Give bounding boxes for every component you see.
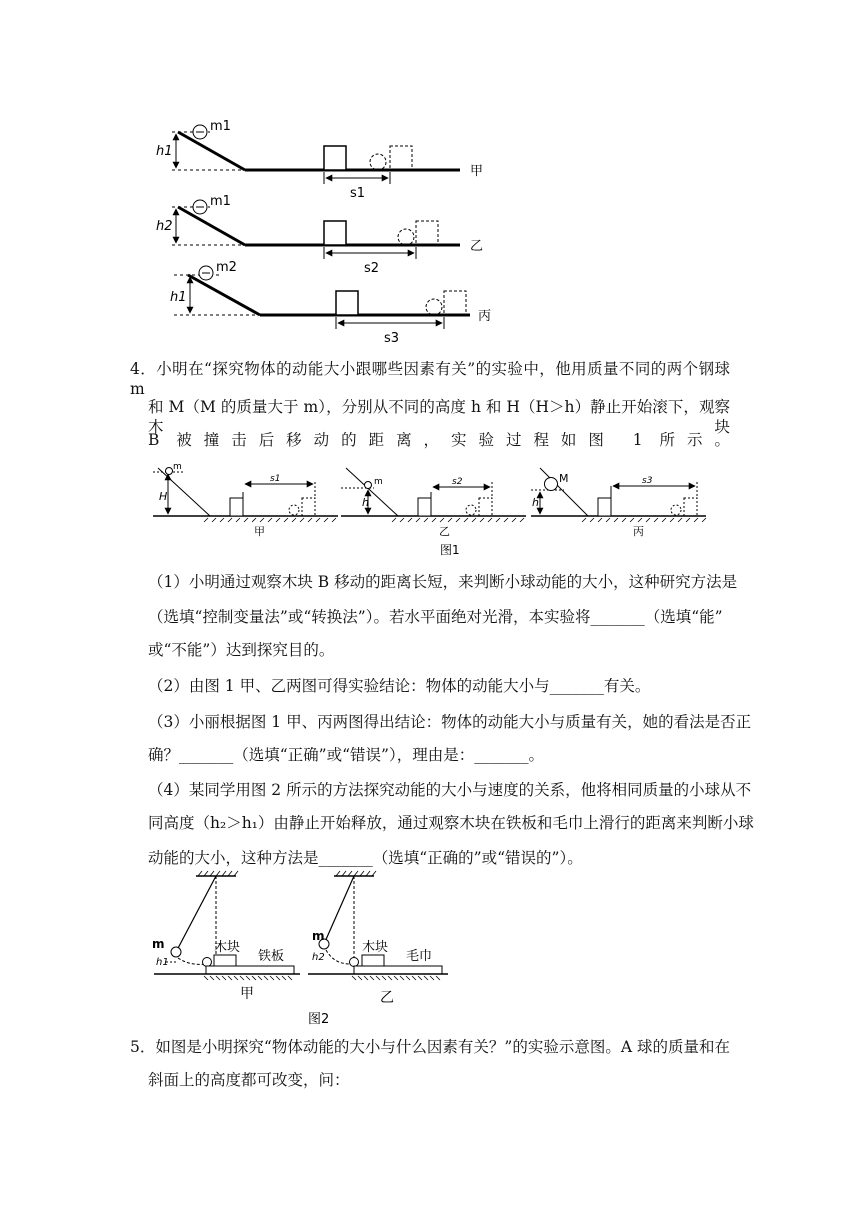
q4-part-2: （2）由图 1 甲、乙两图可得实验结论：物体的动能大小与_______有关。 [148,677,651,695]
ball [545,478,558,491]
mass-label: m2 [216,260,237,275]
fig2-panel-2 [308,871,448,1006]
height-label: h2 [312,952,325,963]
block-final [444,291,466,315]
ramp [178,132,245,170]
panel-tag: 丙 [633,525,644,538]
ball-final [370,154,386,170]
top-figure [150,112,510,346]
panel-tag: 甲 [240,986,254,1002]
surface-label: 毛巾 [406,949,433,964]
fig1-panel-3 [531,468,706,538]
q4-part-1-line-1: （1）小明通过观察木块 B 移动的距离长短，来判断小球动能的大小，这种研究方法是 [148,573,738,591]
row-tag: 丙 [478,309,492,324]
q4-line-1: 4．小明在“探究物体的动能大小跟哪些因素有关”的实验中，他用质量不同的两个钢球 m [130,360,730,398]
ball-final [426,299,442,315]
ramp [346,468,398,516]
q4-part-4-line-1: （4）某同学用图 2 所示的方法探究动能的大小与速度的关系，他将相同质量的小球从不 [148,781,752,799]
pendulum-ball-bottom [350,958,359,967]
q4-part-3-line-2: 确？_______（选填“正确”或“错误”），理由是：_______。 [148,746,544,764]
height-label: h2 [156,219,173,234]
mass-label: m1 [210,119,231,134]
block [336,291,358,315]
top-row-2 [156,194,483,276]
top-row-1 [156,119,483,201]
ramp [178,207,245,245]
block [598,498,611,516]
wood-block [362,955,384,966]
block [324,146,346,170]
ball-final [398,229,414,245]
ramp [188,275,260,315]
iron-plate [206,966,294,974]
panel-tag: 甲 [254,525,265,538]
ball [365,482,372,489]
top-figure-svg [150,112,510,346]
height-label: h1 [170,290,187,305]
distance-label: s2 [364,261,380,276]
height-label: h [362,496,369,509]
mass-label: m [374,477,383,487]
height-label: H [159,490,168,503]
block [230,498,243,516]
mass-label: m [312,929,325,943]
q4-part-1-line-2: （选填“控制变量法”或“转换法”）。若水平面绝对光滑，本实验将_______（选填“能” [148,608,723,626]
q4-line-2: 和 M（M 的质量大于 m），分别从不同的高度 h 和 H（H＞h）静止开始滚下，观察木块 [148,398,730,436]
ball [166,468,173,475]
block [418,498,431,516]
height-label: h1 [156,957,169,968]
mass-label: m [152,937,165,951]
figure-1-caption: 图1 [440,543,460,557]
block-label: 木块 [214,940,241,955]
pendulum-ball-bottom [203,958,212,967]
block-label: 木块 [362,940,389,955]
q5-line-1: 5．如图是小明探究“物体动能的大小与什么因素有关？”的实验示意图。A 球的质量和在 [130,1038,730,1056]
q5-line-2: 斜面上的高度都可改变，问： [148,1071,350,1089]
figure-2-caption: 图2 [308,1012,330,1027]
string [176,876,216,952]
towel [354,966,442,974]
q4-part-4-line-3: 动能的大小，这种方法是_______（选填“正确的”或“错误的”）。 [148,849,583,867]
figure-2-svg [150,868,460,1028]
wood-block [214,955,236,966]
row-tag: 乙 [470,239,484,254]
figure-2 [150,868,460,1028]
distance-label: s1 [270,474,281,484]
mass-label: m1 [210,194,231,209]
top-row-3 [170,260,491,346]
mass-label: m [173,462,182,472]
mass-label: M [559,472,569,485]
q4-line-3: B 被撞击后移动的距离，实验过程如图 1 所示。 [148,431,730,449]
distance-label: s3 [384,331,400,346]
string [324,876,354,944]
panel-tag: 乙 [380,990,394,1006]
q4-part-3-line-1: （3）小丽根据图 1 甲、丙两图得出结论：物体的动能大小与质量有关，她的看法是否正 [148,713,752,731]
fig1-panel-2 [341,468,526,538]
distance-label: s1 [350,186,366,201]
surface-label: 铁板 [258,949,285,964]
figure-1 [148,462,718,562]
row-tag: 甲 [470,164,484,179]
distance-label: s2 [452,477,463,487]
distance-label: s3 [642,476,653,486]
block-final [416,221,438,245]
pendulum-ball [171,947,181,957]
height-label: h [532,496,539,509]
panel-tag: 乙 [439,525,450,538]
block [324,221,346,245]
height-label: h1 [156,144,173,159]
figure-1-svg [148,462,718,562]
q4-part-4-line-2: 同高度（h₂＞h₁）由静止开始释放，通过观察木块在铁板和毛巾上滑行的距离来判断小球 [148,814,754,832]
fig2-panel-1 [152,871,300,1002]
block-final [390,146,412,170]
q4-part-1-line-3: 或“不能”）达到探究目的。 [148,641,335,659]
fig1-panel-1 [153,462,338,538]
